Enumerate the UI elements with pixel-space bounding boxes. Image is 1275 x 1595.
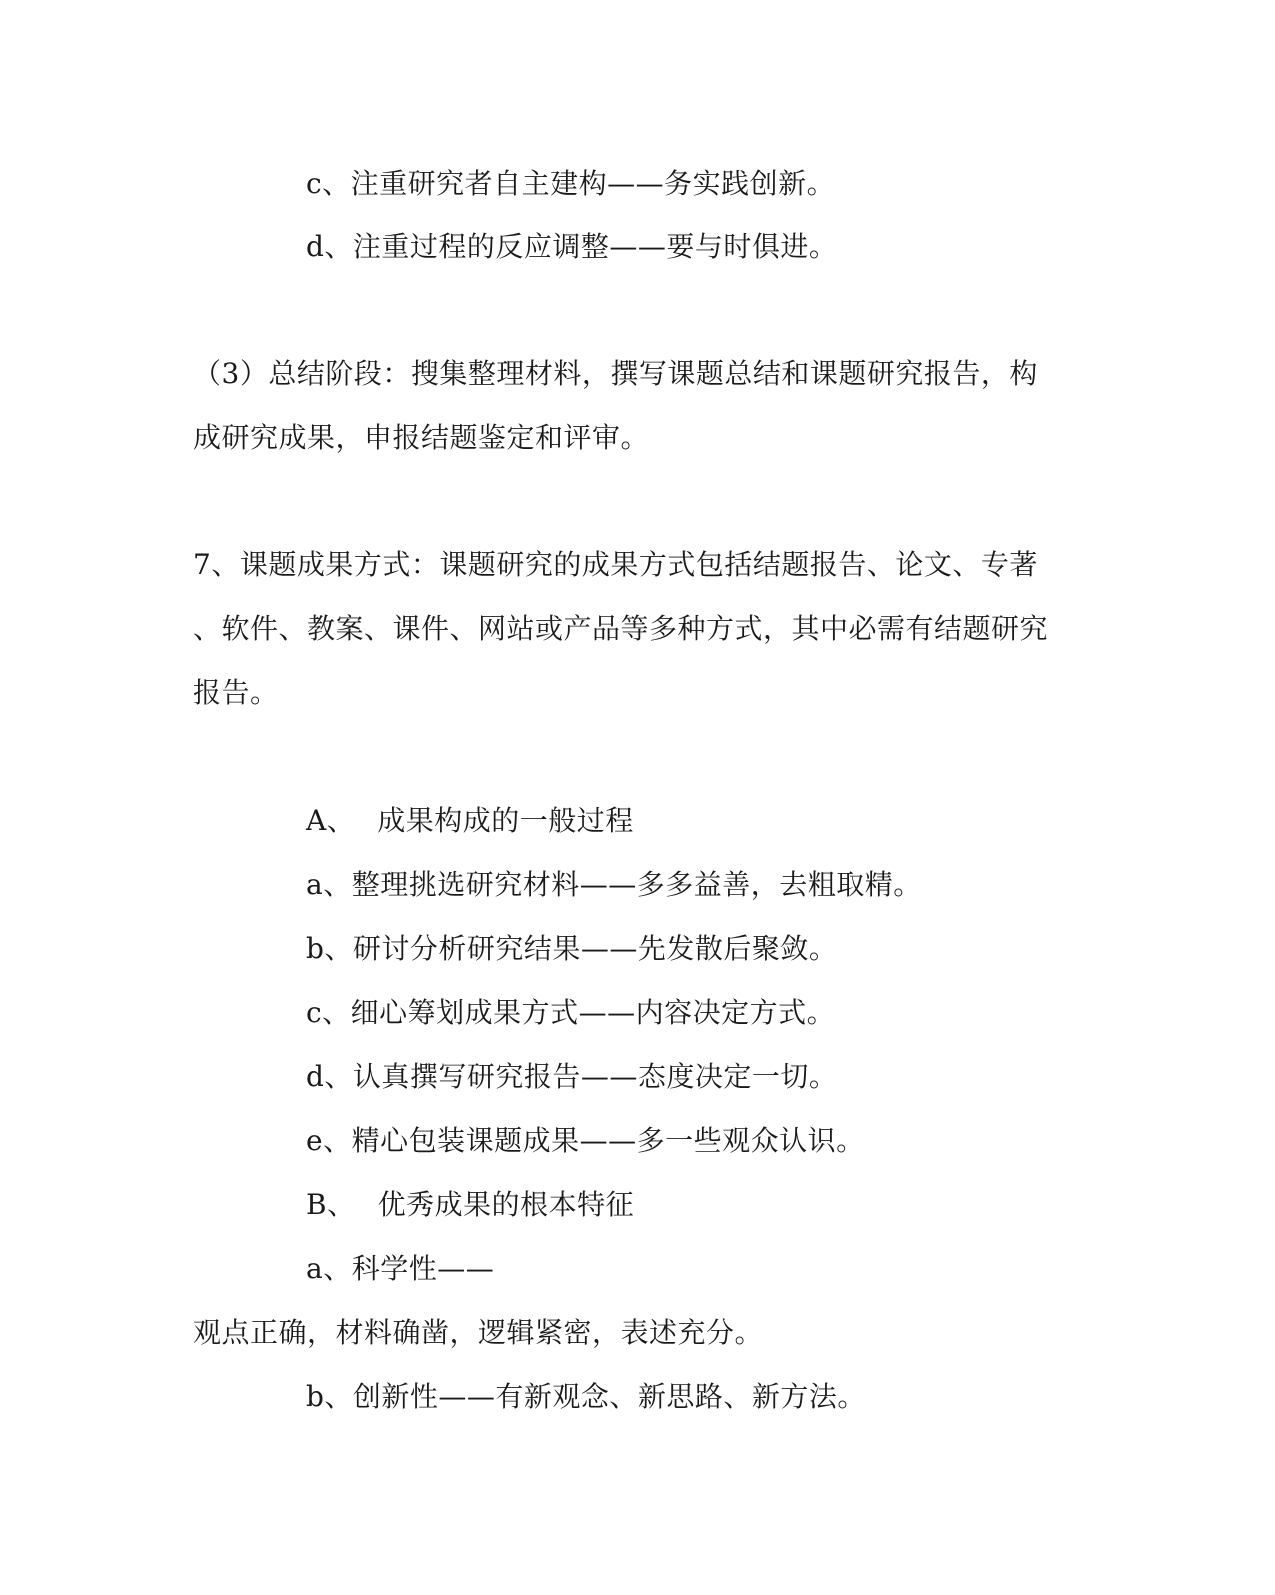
text-line: b、创新性——有新观念、新思路、新方法。 [306,1380,866,1413]
text-line: a、整理挑选研究材料——多多益善，去粗取精。 [306,868,922,901]
section-title: 成果构成的一般过程 [377,804,634,837]
section-heading [306,1187,634,1223]
section-marker: B、 [306,1188,356,1221]
text-line: a、科学性—— [306,1252,495,1285]
text-line: e、精心包装课题成果——多一些观众认识。 [306,1124,865,1157]
section-title: 优秀成果的根本特征 [377,1188,635,1221]
text-line: c、细心筹划成果方式——内容决定方式。 [306,996,836,1029]
text-line: 报告。 [193,676,279,709]
text-line: 7、课题成果方式：课题研究的成果方式包括结题报告、论文、专著 [193,548,1038,581]
text-line: （3）总结阶段：搜集整理材料，撰写课题总结和课题研究报告，构 [193,357,1038,390]
text-line: 、软件、教案、课件、网站或产品等多种方式，其中必需有结题研究 [193,612,1049,645]
text-line: b、研讨分析研究结果——先发散后聚敛。 [306,932,838,965]
text-line: c、注重研究者自主建构——务实践创新。 [306,167,836,200]
section-heading [306,803,634,839]
section-marker: A、 [306,804,356,837]
text-line: d、认真撰写研究报告——态度决定一切。 [306,1060,838,1093]
text-line: 观点正确，材料确凿，逻辑紧密，表述充分。 [193,1316,764,1349]
text-line: d、注重过程的反应调整——要与时俱进。 [306,230,838,263]
text-line: 成研究成果，申报结题鉴定和评审。 [193,421,650,454]
